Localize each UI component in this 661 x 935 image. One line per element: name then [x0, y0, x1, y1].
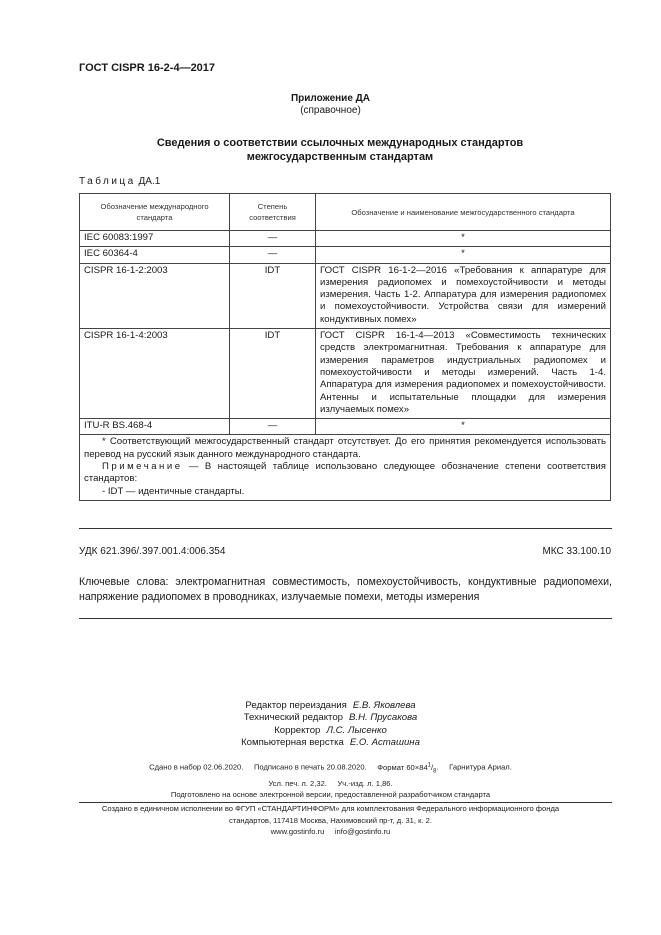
table-footer — [80, 435, 611, 500]
cell-code: CISPR 16-1-4:2003 — [80, 329, 230, 419]
cell-degree: — — [230, 231, 316, 247]
table-header-row — [80, 194, 611, 231]
staff-row — [0, 725, 661, 737]
correspondence-table — [79, 193, 611, 501]
document-header: ГОСТ CISPR 16-2-4—2017 — [79, 62, 216, 74]
cell-degree: — — [230, 419, 316, 435]
typeface: Гарнитура Ариал. — [449, 762, 512, 772]
table-label-word: Таблица — [79, 176, 136, 187]
appendix-subtitle: (справочное) — [300, 105, 361, 116]
cell-name: ГОСТ CISPR 16-1-2—2016 «Требования к аппаратуре для измерения радиопомех и помехоустойчивости и методы измерения. Часть 1-2. Аппаратура для измерения радиопомех и помехоустойчивости. Устройства связи для измерений кондуктивных помех» — [316, 263, 611, 328]
udc-code: УДК 621.396/.397.001.4:006.354 — [79, 546, 226, 557]
table-row — [80, 419, 611, 435]
cell-name: * — [316, 419, 611, 435]
publication-line — [0, 778, 661, 790]
cell-code: ITU-R BS.468-4 — [80, 419, 230, 435]
header-international-standard: Обозначение международного стандарта — [80, 194, 230, 231]
divider — [79, 528, 612, 529]
creator-line: стандартов, 117418 Москва, Нахимовский пр-т, д. 31, к. 2. — [229, 815, 432, 825]
header-interstate-standard: Обозначение и наименование межгосударственного стандарта — [316, 194, 611, 231]
format: Формат $60\times 84^1/_8$ — [377, 762, 437, 775]
header-degree: Степень соответствия — [230, 194, 316, 231]
cell-code: CISPR 16-1-2:2003 — [80, 263, 230, 328]
creator-line: Создано в единичном исполнении во ФГУП «СТАНДАРТИНФОРМ» для комплектования Федерального информационного фонда — [101, 804, 560, 813]
creator-contacts — [0, 826, 661, 838]
divider — [79, 618, 612, 619]
publication-line: Подготовлено на основе электронной версии, предоставленной разработчиком стандарта — [170, 790, 491, 800]
table-footer-row — [80, 435, 611, 500]
signed-date: Подписано в печать 20.08.2020. — [253, 762, 367, 772]
note-text: — В настоящей таблице использовано следующее обозначение степени соответствия стандартов: — [84, 461, 606, 485]
table-label-number: ДА.1 — [135, 176, 161, 187]
table-footnote: * Соответствующий межгосударственный стандарт отсутствует. До его принятия рекомендуется использовать перевод на русский язык данного международного стандарта. — [84, 436, 606, 460]
cell-degree: IDT — [230, 263, 316, 328]
note-item: - IDT — идентичные стандарты. — [102, 485, 245, 497]
table-label — [79, 176, 160, 187]
edit-sheets: Уч.-изд. л. 1,86. — [337, 778, 393, 788]
staff-name: Л.С. Лысенко — [326, 724, 387, 736]
section-title — [100, 136, 580, 164]
table-note — [84, 461, 606, 486]
note-label: Примечание — [102, 461, 183, 473]
staff-name: Е.О. Асташина — [349, 736, 420, 748]
cell-code: IEC 60364-4 — [80, 247, 230, 263]
print-sheets: Усл. печ. л. 2,32. — [268, 778, 327, 788]
appendix-title: Приложение ДА — [290, 93, 371, 104]
table-row — [80, 263, 611, 328]
editorial-staff — [0, 700, 661, 749]
table-row — [80, 247, 611, 263]
website-link[interactable]: www.gostinfo.ru — [270, 827, 325, 837]
table-row — [80, 231, 611, 247]
cell-code: IEC 60083:1997 — [80, 231, 230, 247]
creator-info — [0, 803, 661, 838]
cell-name: * — [316, 247, 611, 263]
keywords: Ключевые слова: электромагнитная совместимость, помехоустойчивость, кондуктивные радиопомехи, напряжение радиопомех в проводниках, излучаемые помехи, методы измерения — [79, 576, 612, 603]
cell-name: * — [316, 231, 611, 247]
staff-name: В.Н. Прусакова — [349, 712, 418, 724]
staff-role: Технический редактор — [243, 712, 344, 724]
section-title-line1: Сведения о соответствии ссылочных международных стандартов — [156, 137, 524, 149]
cell-name: ГОСТ CISPR 16-1-4—2013 «Совместимость технических средств электромагнитная. Требования к аппаратуре для измерения параметров индустриальных радиопомех и помехоустойчивости и методы измерений. Часть 1-4. Аппаратура для измерения радиопомех и помехоустойчивости. Антенны и испытательные площадки для измерения излучаемых помех» — [316, 329, 611, 419]
cell-degree: IDT — [230, 329, 316, 419]
cell-degree: — — [230, 247, 316, 263]
mks-code: МКС 33.100.10 — [542, 546, 611, 557]
staff-name: Е.В. Яковлева — [352, 700, 416, 711]
submitted-date: Сдано в набор 02.06.2020. — [149, 762, 244, 772]
section-title-line2: межгосударственным стандартам — [246, 151, 434, 163]
table-row — [80, 329, 611, 419]
staff-row — [0, 737, 661, 749]
staff-row — [0, 700, 661, 712]
staff-role: Компьютерная верстка — [241, 736, 344, 748]
staff-role: Корректор — [274, 724, 321, 736]
staff-row — [0, 712, 661, 724]
publication-info — [0, 760, 661, 801]
publication-line: Сдано в набор 02.06.2020. Подписано в печать 20.08.2020. Формат $60\times 84^1/_8$. Гарнитура Ариал. — [149, 762, 512, 775]
staff-role: Редактор переиздания — [245, 700, 347, 711]
email-link[interactable]: info@gostinfo.ru — [334, 827, 391, 837]
